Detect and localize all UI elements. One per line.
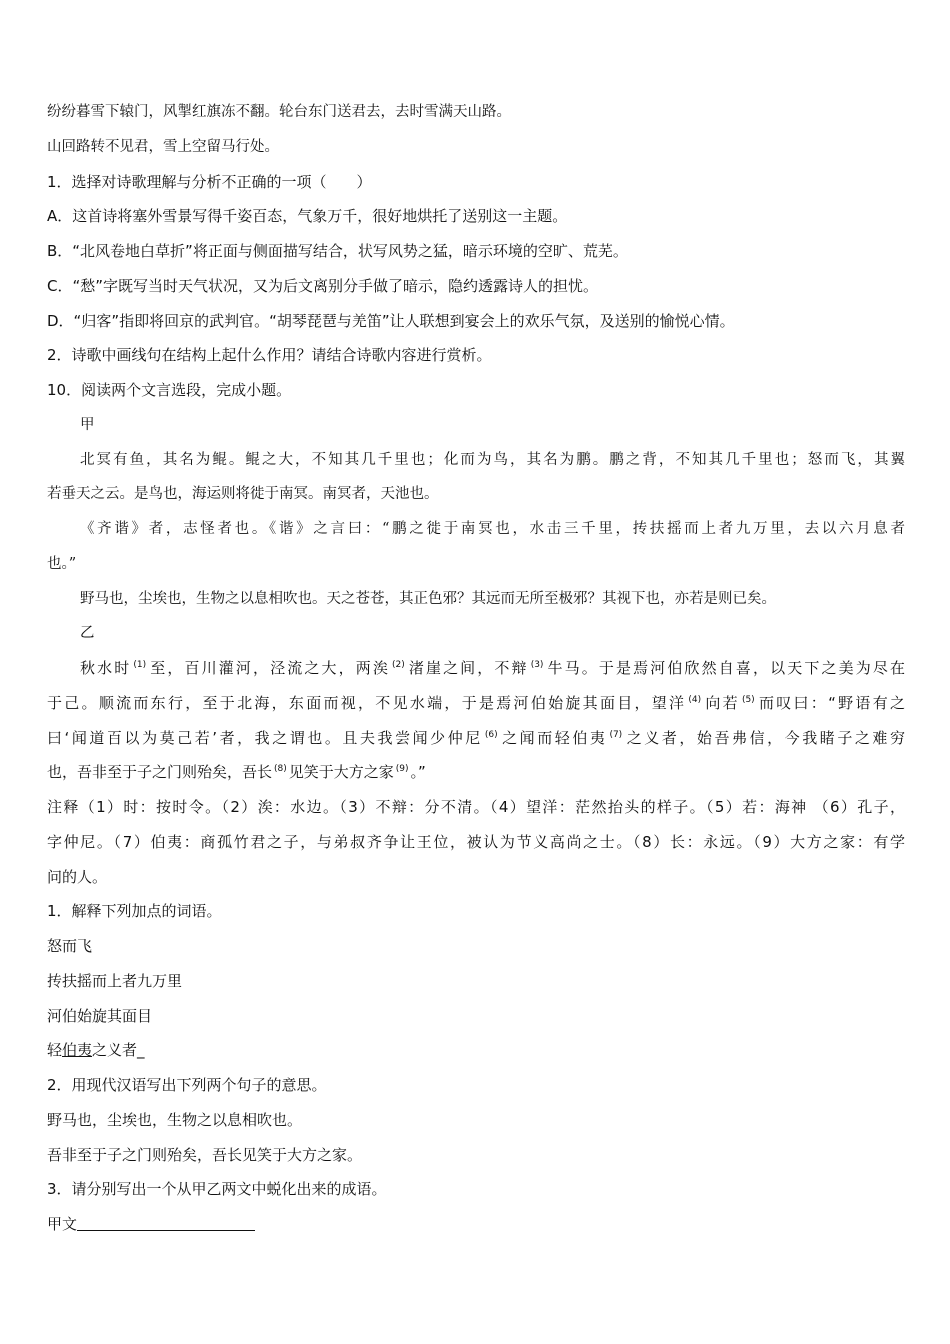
option-b: B．“北风卷地白草折”将正面与侧面描写结合，状写风势之猛，暗示环境的空旷、荒芜。 [47, 242, 628, 260]
passage-yi-line [47, 686, 905, 721]
text: 轻 [47, 1041, 63, 1060]
term-item: 河伯始旋其面目 [47, 1006, 153, 1025]
passage-yi-line [47, 721, 905, 756]
sentence-item: 野马也，尘埃也，生物之以息相吹也。 [47, 1110, 303, 1129]
notes-line: 问的人。 [47, 867, 108, 886]
text: 见笑于大方之家 [288, 763, 394, 782]
poem-line: 山回路转不见君，雪上空留马行处。 [47, 138, 279, 155]
option-c: C．“愁”字既写当时天气状况，又为后文离别分手做了暗示，隐约透露诗人的担忧。 [47, 276, 599, 295]
question-9-2: 2．诗歌中画线句在结构上起什么作用？请结合诗歌内容进行赏析。 [47, 346, 492, 365]
term-item: 抟扶摇而上者九万里 [47, 971, 183, 990]
text: 。” [410, 763, 426, 782]
sentence-item: 吾非至于子之门则殆矣，吾长见笑于大方之家。 [47, 1145, 363, 1164]
term-item [47, 1033, 905, 1068]
passage-jia-line: 也。” [47, 555, 77, 572]
passage-jia-line: 《齐谐》者，志怪者也。《谐》之言曰：“鹏之徙于南冥也，水击三千里，抟扶摇而上者九万里，去以六月息者 [80, 521, 905, 537]
text: 之义者_ [92, 1041, 145, 1060]
text: 秋水时 [80, 659, 132, 677]
footnote-marker: (2) [391, 660, 405, 670]
passage-yi-line [47, 755, 905, 790]
footnote-marker: (3) [530, 660, 544, 670]
notes-line: 注释（1）时：按时令。（2）涘：水边。（3）不辩：分不清。（4）望洋：茫然抬头的样子。（5）若：海神 （6）孔子， [47, 798, 905, 816]
passage-jia-line: 北冥有鱼，其名为鲲。鲲之大，不知其几千里也；化而为鸟，其名为鹏。鹏之背，不知其几千里也；怒而飞，其翼 [80, 451, 905, 468]
text: 渚崖之间，不辩 [406, 659, 529, 677]
footnote-marker: (6) [484, 729, 498, 740]
text: 于己。顺流而东行，至于北海，东面而视，不见水端，于是焉河伯始旋其面目，望洋 [47, 693, 687, 712]
option-a: A．这首诗将塞外雪景写得千姿百态，气象万千，很好地烘托了送别这一主题。 [47, 207, 568, 226]
document-page [47, 95, 905, 1242]
passage-jia-label: 甲 [80, 416, 95, 433]
footnote-marker: (8) [274, 764, 287, 775]
passage-yi-label: 乙 [80, 625, 95, 642]
notes-line: 字仲尼。（7）伯夷：商孤竹君之子，与弟叔齐争让王位，被认为节义高尚之士。（8）长：永远。（9）大方之家：有学 [47, 832, 905, 851]
footnote-marker: (4) [688, 694, 702, 705]
text: 之闻而轻伯夷 [499, 728, 608, 747]
passage-yi-line [47, 651, 905, 686]
text: 牛马。于是焉河伯欣然自喜，以天下之美为尽在 [545, 659, 905, 677]
passage-jia-line: 野马也，尘埃也，生物之以息相吹也。天之苍苍，其正色邪？其远而无所至极邪？其视下也，亦若是则已矣。 [80, 590, 776, 607]
passage-jia-line: 若垂天之云。是鸟也，海运则将徙于南冥。南冥者，天池也。 [47, 486, 439, 503]
text: 而叹曰：“野语有之 [756, 693, 905, 712]
footnote-marker: (5) [741, 694, 755, 705]
footnote-marker: (9) [395, 764, 409, 775]
text: 也，吾非至于子之门则殆矣，吾长 [47, 763, 273, 782]
answer-blank[interactable] [77, 1216, 255, 1231]
option-d: D．“归客”指即将回京的武判官。“胡琴琵琶与羌笛”让人联想到宴会上的欢乐气氛，及送别的愉悦心情。 [47, 311, 735, 330]
footnote-marker: (7) [609, 729, 623, 740]
underlined-term: 伯夷 [62, 1041, 93, 1060]
text: 曰‘闻道百以为莫己若’者，我之谓也。且夫我尝闻少仲尼 [47, 728, 483, 747]
term-item: 怒而飞 [47, 937, 93, 955]
text: 之义者，始吾弗信，今我睹子之难穷 [624, 728, 905, 747]
poem-line: 纷纷暮雪下辕门，风掣红旗冻不翻。轮台东门送君去，去时雪满天山路。 [47, 104, 511, 120]
subquestion-3-prompt: 3．请分别写出一个从甲乙两文中蜕化出来的成语。 [47, 1180, 387, 1199]
question-9-1: 1．选择对诗歌理解与分析不正确的一项（ ） [47, 172, 372, 191]
text: 向若 [703, 693, 740, 712]
text: 至，百川灌河，泾流之大，两涘 [148, 659, 390, 677]
subquestion-1-prompt: 1．解释下列加点的词语。 [47, 902, 222, 921]
footnote-marker: (1) [133, 660, 147, 670]
answer-label: 甲文 [47, 1215, 78, 1233]
answer-line-jia [47, 1207, 905, 1242]
question-10-title: 10．阅读两个文言选段，完成小题。 [47, 381, 292, 399]
subquestion-2-prompt: 2．用现代汉语写出下列两个句子的意思。 [47, 1076, 327, 1094]
